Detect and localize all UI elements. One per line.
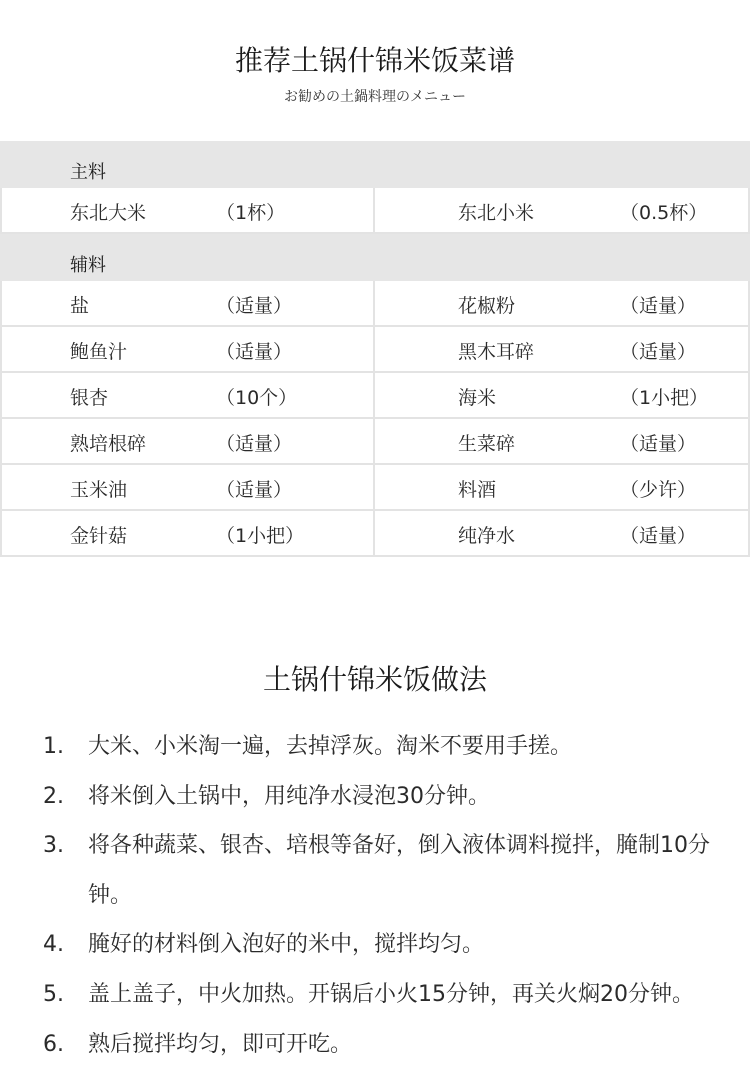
ingredient-name: 纯净水 <box>458 525 516 547</box>
page-subtitle: お勧めの土鍋料理のメニュー <box>284 89 466 105</box>
ingredient-row <box>0 327 750 373</box>
ingredient-amount: （1小把） <box>620 387 709 409</box>
method-step <box>0 970 750 1020</box>
step-text: 腌好的材料倒入泡好的米中，搅拌均匀。 <box>88 932 485 958</box>
ingredient-amount: （适量） <box>620 295 697 317</box>
ingredient-name: 料酒 <box>458 479 497 501</box>
page-title: 推荐土锅什锦米饭菜谱 <box>234 44 515 77</box>
ingredient-name: 花椒粉 <box>458 295 516 317</box>
ingredient-row <box>0 419 750 465</box>
ingredient-cell <box>375 373 748 417</box>
auxiliary-ingredients-heading: 辅料 <box>0 234 750 281</box>
step-number: 3. <box>43 833 64 859</box>
ingredient-name: 东北大米 <box>70 202 147 224</box>
ingredient-amount: （1杯） <box>216 202 286 224</box>
step-text: 盖上盖子，中火加热。开锅后小火15分钟，再关火焖20分钟。 <box>88 981 694 1007</box>
ingredient-cell <box>2 511 375 555</box>
main-ingredients-heading: 主料 <box>0 141 750 188</box>
ingredient-amount: （适量） <box>216 295 293 317</box>
ingredient-cell <box>375 419 748 463</box>
step-text: 将各种蔬菜、银杏、培根等备好，倒入液体调料搅拌，腌制10分钟。 <box>88 833 710 908</box>
ingredient-amount: （适量） <box>620 525 697 547</box>
ingredient-name: 银杏 <box>70 387 109 409</box>
method-step <box>0 920 750 970</box>
ingredient-amount: （少许） <box>620 479 697 501</box>
ingredient-name: 黑木耳碎 <box>458 341 535 363</box>
ingredient-row <box>0 465 750 511</box>
ingredient-row <box>0 281 750 327</box>
step-number: 1. <box>43 734 64 759</box>
ingredient-cell <box>2 419 375 463</box>
ingredient-name: 生菜碎 <box>458 433 516 455</box>
ingredients-table <box>0 141 750 557</box>
step-text: 大米、小米淘一遍，去掉浮灰。淘米不要用手搓。 <box>88 734 573 759</box>
ingredient-row <box>0 511 750 557</box>
ingredient-name: 东北小米 <box>458 202 535 224</box>
ingredient-cell <box>375 281 748 325</box>
step-number: 5. <box>43 981 64 1007</box>
ingredient-amount: （适量） <box>216 433 293 455</box>
ingredient-row <box>0 373 750 419</box>
step-number: 4. <box>43 932 64 958</box>
ingredient-name: 鲍鱼汁 <box>70 341 128 363</box>
ingredient-name: 盐 <box>70 295 90 317</box>
ingredient-name: 海米 <box>458 387 497 409</box>
step-text: 将米倒入土锅中，用纯净水浸泡30分钟。 <box>88 783 490 809</box>
ingredient-cell <box>2 465 375 509</box>
ingredient-cell <box>2 281 375 325</box>
method-step <box>0 772 750 822</box>
ingredient-cell <box>2 373 375 417</box>
method-step <box>0 1020 750 1070</box>
ingredient-name: 金针菇 <box>70 525 128 547</box>
ingredient-amount: （适量） <box>620 433 697 455</box>
ingredient-cell <box>375 188 748 232</box>
method-steps <box>0 722 750 1069</box>
ingredient-name: 玉米油 <box>70 479 128 501</box>
ingredient-amount: （1小把） <box>216 525 305 547</box>
ingredient-cell <box>2 188 375 232</box>
step-number: 2. <box>43 783 64 809</box>
ingredient-amount: （适量） <box>216 341 293 363</box>
ingredient-amount: （适量） <box>216 479 293 501</box>
ingredient-amount: （适量） <box>620 341 697 363</box>
ingredient-amount: （10个） <box>216 387 298 409</box>
method-step <box>0 821 750 920</box>
ingredient-cell <box>375 465 748 509</box>
ingredient-amount: （0.5杯） <box>620 202 708 224</box>
method-step <box>0 722 750 772</box>
step-text: 熟后搅拌均匀，即可开吃。 <box>88 1031 353 1057</box>
ingredient-row <box>0 188 750 234</box>
ingredient-name: 熟培根碎 <box>70 433 147 455</box>
method-title: 土锅什锦米饭做法 <box>262 663 487 696</box>
ingredient-cell <box>2 327 375 371</box>
step-number: 6. <box>43 1031 64 1057</box>
ingredient-cell <box>375 511 748 555</box>
ingredient-cell <box>375 327 748 371</box>
